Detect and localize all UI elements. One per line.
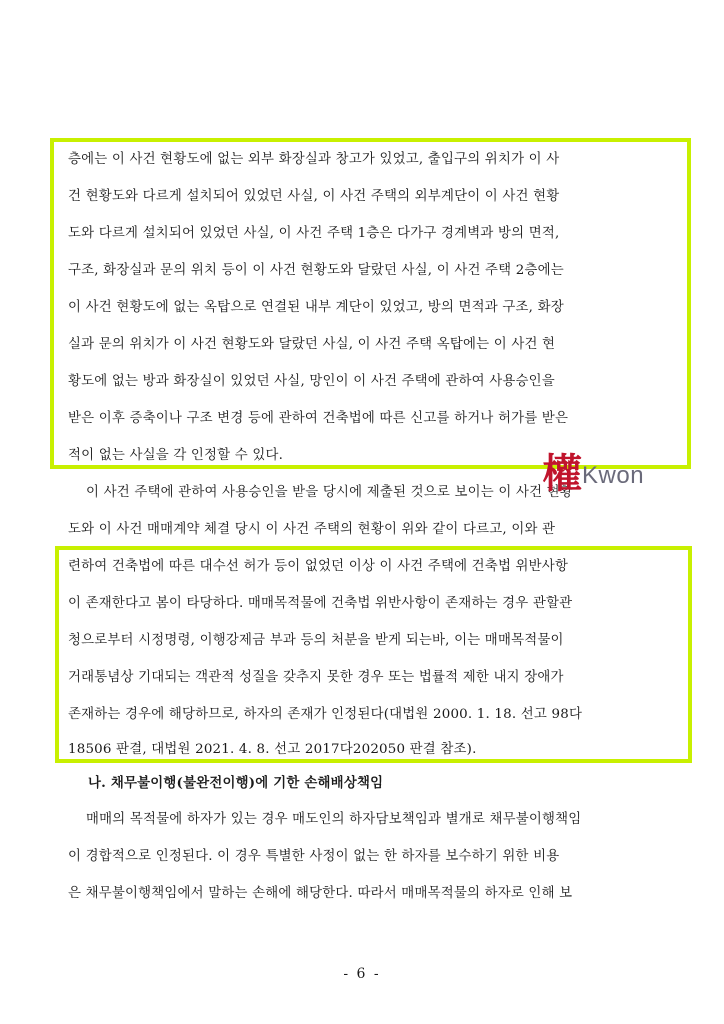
text-line: 층에는 이 사건 현황도에 없는 외부 화장실과 창고가 있었고, 출입구의 위치가 이 사 xyxy=(68,152,560,167)
text-line: 황도에 없는 방과 화장실이 있었던 사실, 망인이 이 사건 주택에 관하여 사용승인을 xyxy=(68,374,555,389)
text-line: 이 경합적으로 인정된다. 이 경우 특별한 사정이 없는 한 하자를 보수하기 위한 비용 xyxy=(68,849,560,864)
section-heading: 나. 채무불이행(불완전이행)에 기한 손해배상책임 xyxy=(88,775,384,791)
highlight-box-2 xyxy=(55,546,692,763)
text-line: 이 존재한다고 봄이 타당하다. 매매목적물에 건축법 위반사항이 존재하는 경우 관할관 xyxy=(68,596,573,611)
text-line: 건 현황도와 다르게 설치되어 있었던 사실, 이 사건 주택의 외부계단이 이 사건 현황 xyxy=(68,189,560,204)
kwon-logo-watermark xyxy=(540,452,650,502)
text-line: 존재하는 경우에 해당하므로, 하자의 존재가 인정된다(대법원 2000. 1. 18. 선고 98다 xyxy=(68,707,583,722)
text-line: 청으로부터 시정명령, 이행강제금 부과 등의 처분을 받게 되는바, 이는 매매목적물이 xyxy=(68,633,564,648)
text-line: 도와 이 사건 매매계약 체결 당시 이 사건 주택의 현황이 위와 같이 다르고, 이와 관 xyxy=(68,522,556,537)
page-number: - 6 - xyxy=(343,966,381,982)
text-line: 구조, 화장실과 문의 위치 등이 이 사건 현황도와 달랐던 사실, 이 사건 주택 2층에는 xyxy=(68,263,564,278)
seal-icon: 權 xyxy=(542,450,582,497)
text-line: 련하여 건축법에 따른 대수선 허가 등이 없었던 이상 이 사건 주택에 건축법 위반사항 xyxy=(68,559,569,574)
text-line: 도와 다르게 설치되어 있었던 사실, 이 사건 주택 1층은 다가구 경계벽과 방의 면적, xyxy=(68,226,560,241)
text-line: 이 사건 주택에 관하여 사용승인을 받을 당시에 제출된 것으로 보이는 이 사건 현황 xyxy=(86,485,573,500)
text-line: 적이 없는 사실을 각 인정할 수 있다. xyxy=(68,448,284,463)
text-line: 은 채무불이행책임에서 말하는 손해에 해당한다. 따라서 매매목적물의 하자로 인해 보 xyxy=(68,886,573,901)
text-line: 거래통념상 기대되는 객관적 성질을 갖추지 못한 경우 또는 법률적 제한 내지 장애가 xyxy=(68,670,564,685)
watermark-text: Kwon xyxy=(582,462,645,489)
text-line: 매매의 목적물에 하자가 있는 경우 매도인의 하자담보책임과 별개로 채무불이행책임 xyxy=(86,812,582,827)
text-line: 이 사건 현황도에 없는 옥탑으로 연결된 내부 계단이 있었고, 방의 면적과 구조, 화장 xyxy=(68,300,564,315)
text-line: 실과 문의 위치가 이 사건 현황도와 달랐던 사실, 이 사건 주택 옥탑에는 이 사건 현 xyxy=(68,337,556,352)
text-line: 받은 이후 증축이나 구조 변경 등에 관하여 건축법에 따른 신고를 하거나 허가를 받은 xyxy=(68,411,569,426)
text-line: 18506 판결, 대법원 2021. 4. 8. 선고 2017다202050 판결 참조). xyxy=(68,742,477,757)
